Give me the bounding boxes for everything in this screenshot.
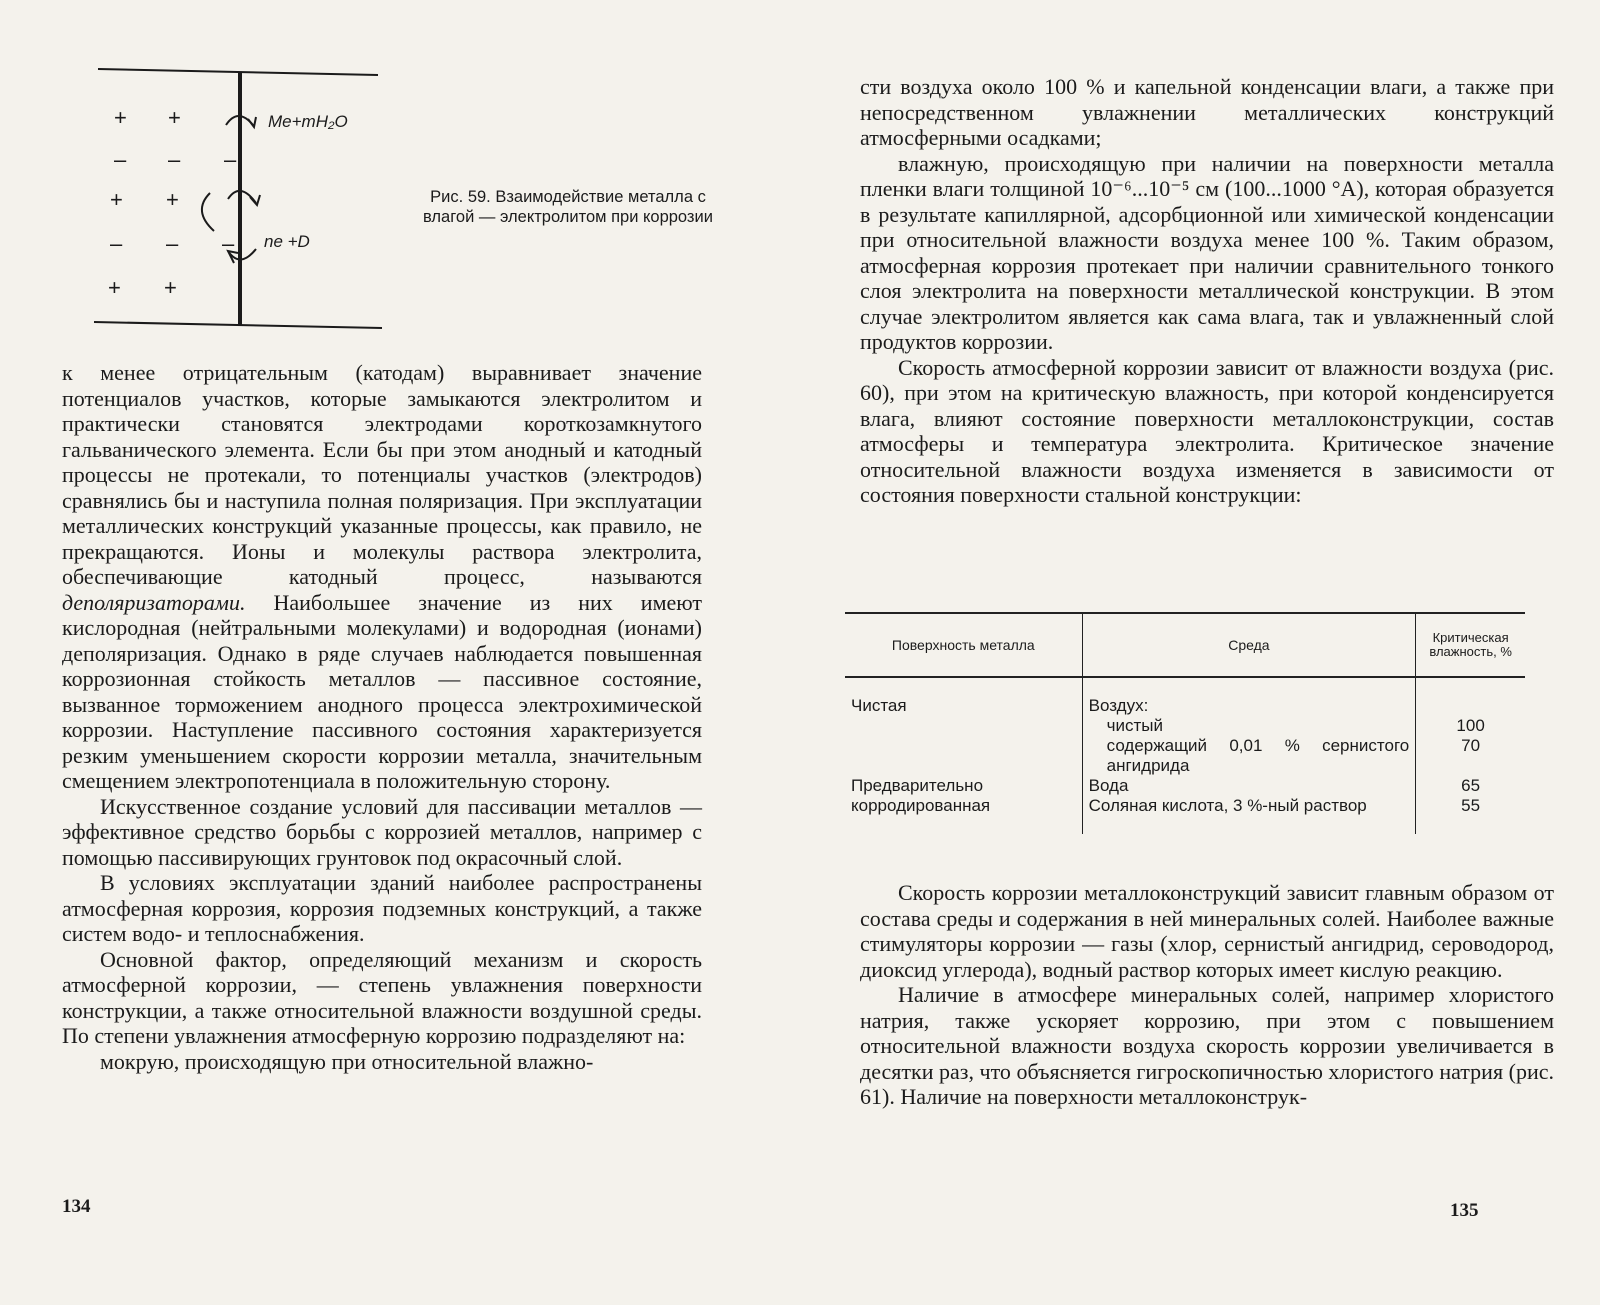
- page-number-left: 134: [62, 1196, 91, 1217]
- table-cell-environment: Воздух: чистый содержащий 0,01 % сернистого ангидрида Вода Соляная кислота, 3 %-ный раствор: [1082, 677, 1416, 834]
- right-paragraph-5: Наличие в атмосфере минеральных солей, например хлористого натрия, также ускоряет коррозию, при этом с повышением относительной влажности воздуха скорость коррозии увеличивается в десятки раз, что объясняется гигроскопичностью хлористого натрия (рис. 61). Наличие на поверхности металлоконструк-: [860, 982, 1554, 1109]
- figure-caption-lead: Рис. 59.: [430, 188, 491, 206]
- svg-text:–: –: [114, 147, 127, 172]
- left-paragraph-2: Искусственное создание условий для пассивации металлов — эффективное средство борьбы с коррозией металлов, например с помощью пассивирующих грунтовок под окрасочный слой.: [62, 793, 702, 870]
- figure-59: [88, 55, 728, 345]
- right-page: [800, 0, 1600, 1305]
- figure-caption: [418, 187, 718, 227]
- left-paragraph-5: мокрую, происходящую при относительной влажно-: [100, 1048, 594, 1074]
- table-header-environment: Среда: [1082, 613, 1416, 677]
- critical-humidity-table: [845, 612, 1525, 834]
- table-header-row: [845, 613, 1525, 677]
- right-body-text-top: [860, 74, 1554, 508]
- figure-label-top: Me+mH₂O: [268, 112, 348, 131]
- left-paragraph-3: В условиях эксплуатации зданий наиболее распространены атмосферная коррозия, коррозия подземных конструкций, а также систем водо- и теплоснабжения.: [62, 870, 702, 946]
- svg-text:+: +: [110, 187, 123, 212]
- svg-text:–: –: [224, 147, 237, 172]
- table-cell-surface: Чистая Предварительно корродированная: [851, 696, 991, 815]
- svg-text:+: +: [114, 105, 127, 130]
- table-header-humidity: Критическая влажность, %: [1429, 630, 1512, 659]
- right-paragraph-3: Скорость атмосферной коррозии зависит от влажности воздуха (рис. 60), при этом на критическую влажность, при которой конденсируется влага, влияют состояние поверхности металлоконструкции, состав атмосферы и температура электролита. Критическое значение относительной влажности воздуха изменяется в зависимости от состояния поверхности стальной конструкции:: [860, 354, 1554, 507]
- svg-text:+: +: [168, 105, 181, 130]
- svg-text:+: +: [108, 275, 121, 300]
- table-cell-humidity: 100 70 65 55: [1456, 716, 1485, 815]
- left-page: [0, 0, 790, 1305]
- figure-caption-text: Взаимодействие металла с влагой — электролитом при коррозии: [423, 188, 713, 226]
- right-body-text-bottom: [860, 880, 1554, 1110]
- table-header-surface: Поверхность металла: [891, 636, 1035, 653]
- figure-label-bottom: ne +D: [264, 232, 310, 251]
- svg-text:–: –: [168, 147, 181, 172]
- left-paragraph-1: к менее отрицательным (катодам) выравнивает значение потенциалов участков, которые замыкаются электролитом и практически становятся электродами короткозамкнутого гальванического элемента. Если бы при этом анодный и катодный процессы не протекали, то потенциалы участков (электродов) сравнялись бы и наступила полная поляризация. При эксплуатации металлических конструкций указанные процессы, как правило, не прекращаются. Ионы и молекулы раствора электролита, обеспечивающие катодный процесс, называются деполяризаторами. Наибольшее значение из них имеют кислородная (нейтральными молекулами) и водородная (ионами) деполяризация. Однако в ряде случаев наблюдается повышенная коррозионная стойкость металлов — пассивное состояние, вызванное торможением анодного процесса электрохимической коррозии. Наступление пассивного состояния характеризуется резким уменьшением скорости коррозии металла, значительным смещением электропотенциала в положительную сторону.: [62, 360, 703, 793]
- figure-diagram: [88, 55, 408, 345]
- left-paragraph-4: Основной фактор, определяющий механизм и скорость атмосферной коррозии, — степень увлажнения поверхности конструкции, а также относительной влажности воздушной среды. По степени увлажнения атмосферную коррозию подразделяют на:: [62, 946, 702, 1048]
- left-body-text: [62, 360, 702, 1074]
- svg-text:–: –: [222, 231, 235, 256]
- term-depolarizers: деполяризаторами.: [62, 589, 246, 615]
- humidity-table: [845, 612, 1525, 834]
- svg-text:–: –: [166, 231, 179, 256]
- table-row: [845, 677, 1525, 834]
- right-paragraph-1: сти воздуха около 100 % и капельной конденсации влаги, а также при непосредственном увлажнении металлических конструкций атмосферными осадками;: [860, 74, 1554, 150]
- svg-text:+: +: [164, 275, 177, 300]
- svg-text:+: +: [166, 187, 179, 212]
- right-paragraph-2: влажную, происходящую при наличии на поверхности металла пленки влаги толщиной 10⁻⁶...10⁻⁵ см (100...1000 °А), которая образуется в результате капиллярной, адсорбционной или химической конденсации при относительной влажности воздуха менее 100 %. Таким образом, атмосферная коррозия протекает при наличии сравнительного тонкого слоя электролита на поверхности металлической конструкции. В этом случае электролитом является как сама влага, так и увлажненный слой продуктов коррозии.: [860, 150, 1554, 354]
- page-number-right: 135: [1450, 1200, 1479, 1221]
- right-paragraph-4: Скорость коррозии металлоконструкций зависит главным образом от состава среды и содержания в ней минеральных солей. Наиболее важные стимуляторы коррозии — газы (хлор, сернистый ангидрид, сероводород, диоксид углерода), водный раствор которых имеет кислую реакцию.: [860, 880, 1554, 982]
- svg-text:–: –: [110, 231, 123, 256]
